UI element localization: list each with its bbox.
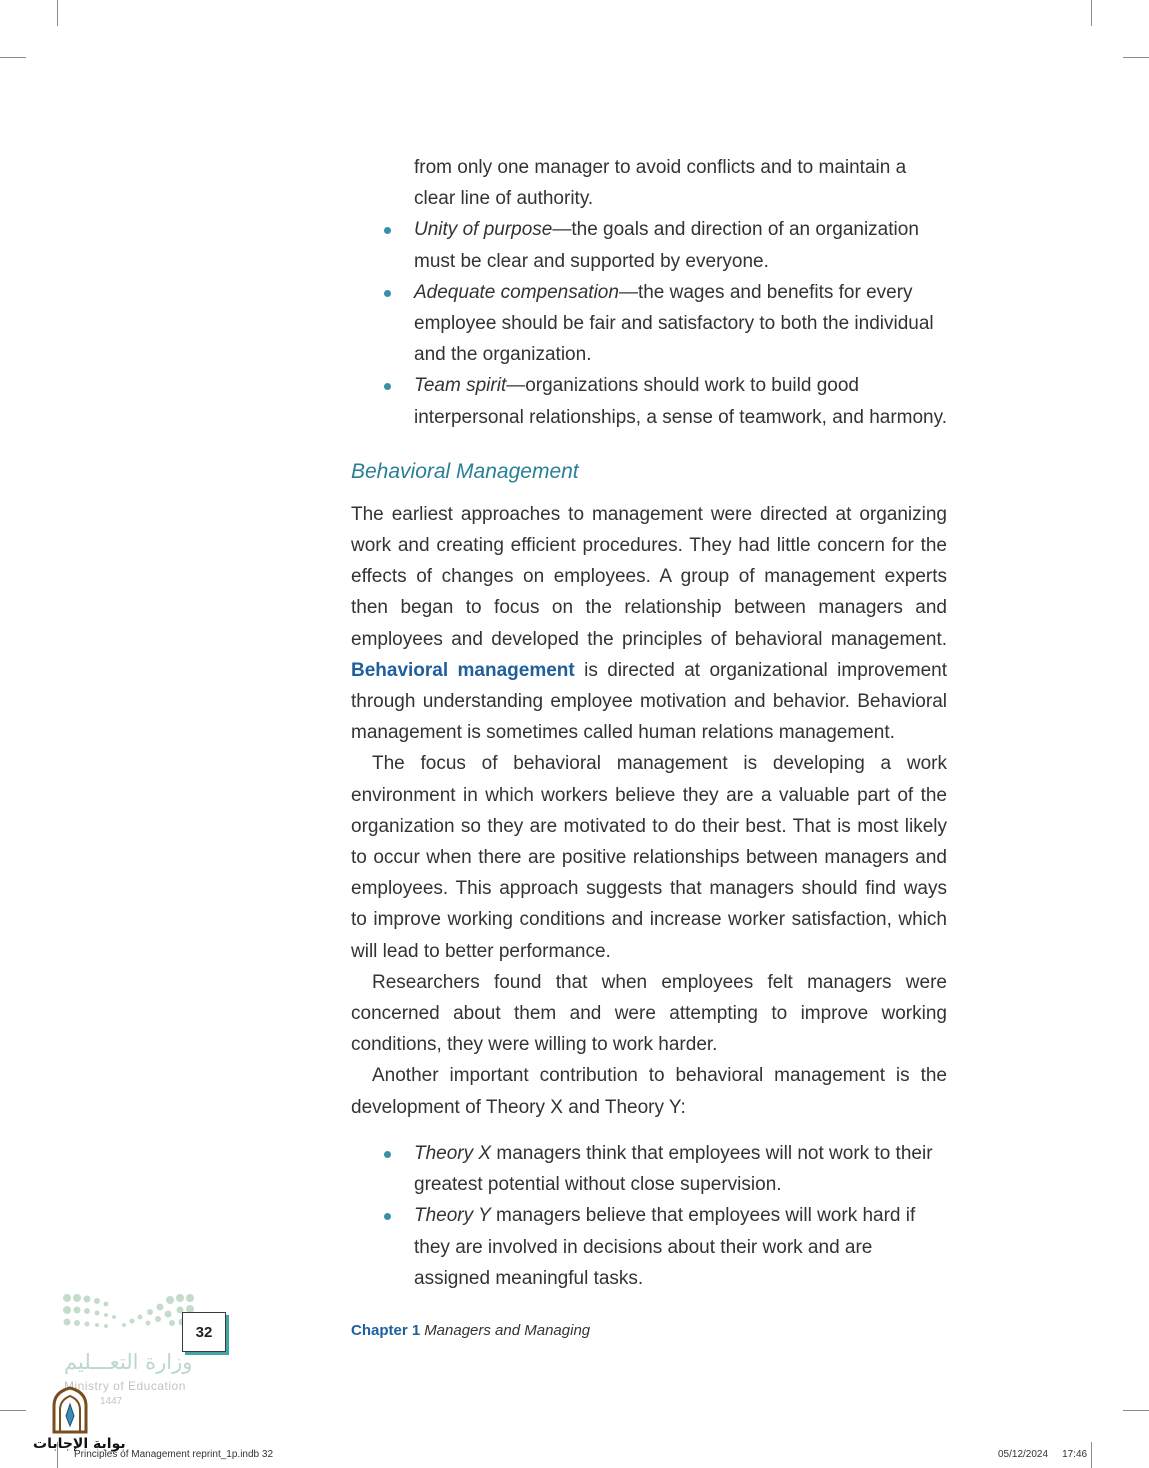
crop-mark (0, 57, 26, 58)
chapter-title: Managers and Managing (424, 1322, 591, 1339)
key-term: Behavioral management (351, 659, 575, 681)
list-item: Unity of purpose—the goals and direction of an organization must be clear and supported by everyone. (351, 214, 947, 276)
bullet-list (351, 1138, 947, 1294)
lantern-logo-icon (46, 1386, 94, 1434)
paragraph: Another important contribution to behavioral management is the development of Theory X and Theory Y: (351, 1065, 947, 1118)
crop-mark (1091, 0, 1092, 26)
ministry-logo-dots-icon (62, 1292, 202, 1336)
crop-mark (0, 1410, 26, 1411)
paragraph: Researchers found that when employees felt managers were concerned about them and were attempting to improve working conditions, they were willing to work harder. (351, 971, 947, 1056)
crop-mark (1091, 1442, 1092, 1468)
page-number: 32 (182, 1312, 226, 1352)
bullet-icon (384, 1151, 391, 1158)
paragraph: The earliest approaches to management were directed at organizing work and creating efficient procedures. They had little concern for the effects of changes on employees. A group of management experts then began to focus on the relationship between managers and employees and developed the principles of behavioral management. Behavioral management is directed at organizational improvement through understanding employee motivation and behavior. Behavioral management is sometimes called human relations management. (351, 503, 947, 744)
page-body (351, 152, 947, 1294)
ministry-year: 1447 (100, 1396, 123, 1407)
chapter-footer (351, 1322, 590, 1339)
bullet-icon (384, 1213, 391, 1220)
crop-mark (1123, 1410, 1149, 1411)
section-heading: Behavioral Management (351, 459, 579, 483)
ministry-english-name: Ministry of Education (64, 1379, 186, 1393)
list-item: Theory X managers think that employees will not work to their greatest potential without close supervision. (351, 1138, 947, 1200)
crop-mark (1123, 57, 1149, 58)
print-slug-file: Principles of Management reprint_1p.indb 32 (74, 1449, 274, 1460)
continued-text: from only one manager to avoid conflicts and to maintain a clear line of authority. (414, 157, 907, 210)
list-item: Team spirit—organizations should work to build good interpersonal relationships, a sense of teamwork, and harmony. (351, 370, 947, 432)
bullet-icon (384, 227, 391, 234)
list-item: Adequate compensation—the wages and benefits for every employee should be fair and satisfactory to both the individual and the organization. (351, 277, 947, 371)
watermark-site-name: بوابة الإجابات (33, 1436, 126, 1452)
bullet-icon (384, 290, 391, 297)
ministry-arabic-name: وزارة التعـــليم (64, 1350, 193, 1374)
paragraph: The focus of behavioral management is developing a work environment in which workers believe they are a valuable part of the organization so they are motivated to do their best. That is most likely to occur when there are positive relationships between managers and employees. This approach suggests that managers should find ways to improve working conditions and increase worker satisfaction, which will lead to better performance. (351, 753, 947, 962)
crop-mark (57, 0, 58, 26)
print-slug-datetime: 05/12/2024 17:46 (998, 1449, 1088, 1460)
list-item: Theory Y managers believe that employees will work hard if they are involved in decisions about their work and are assigned meaningful tasks. (351, 1200, 947, 1294)
bullet-icon (384, 383, 391, 390)
bullet-list (351, 214, 947, 432)
chapter-label: Chapter 1 (351, 1322, 421, 1339)
